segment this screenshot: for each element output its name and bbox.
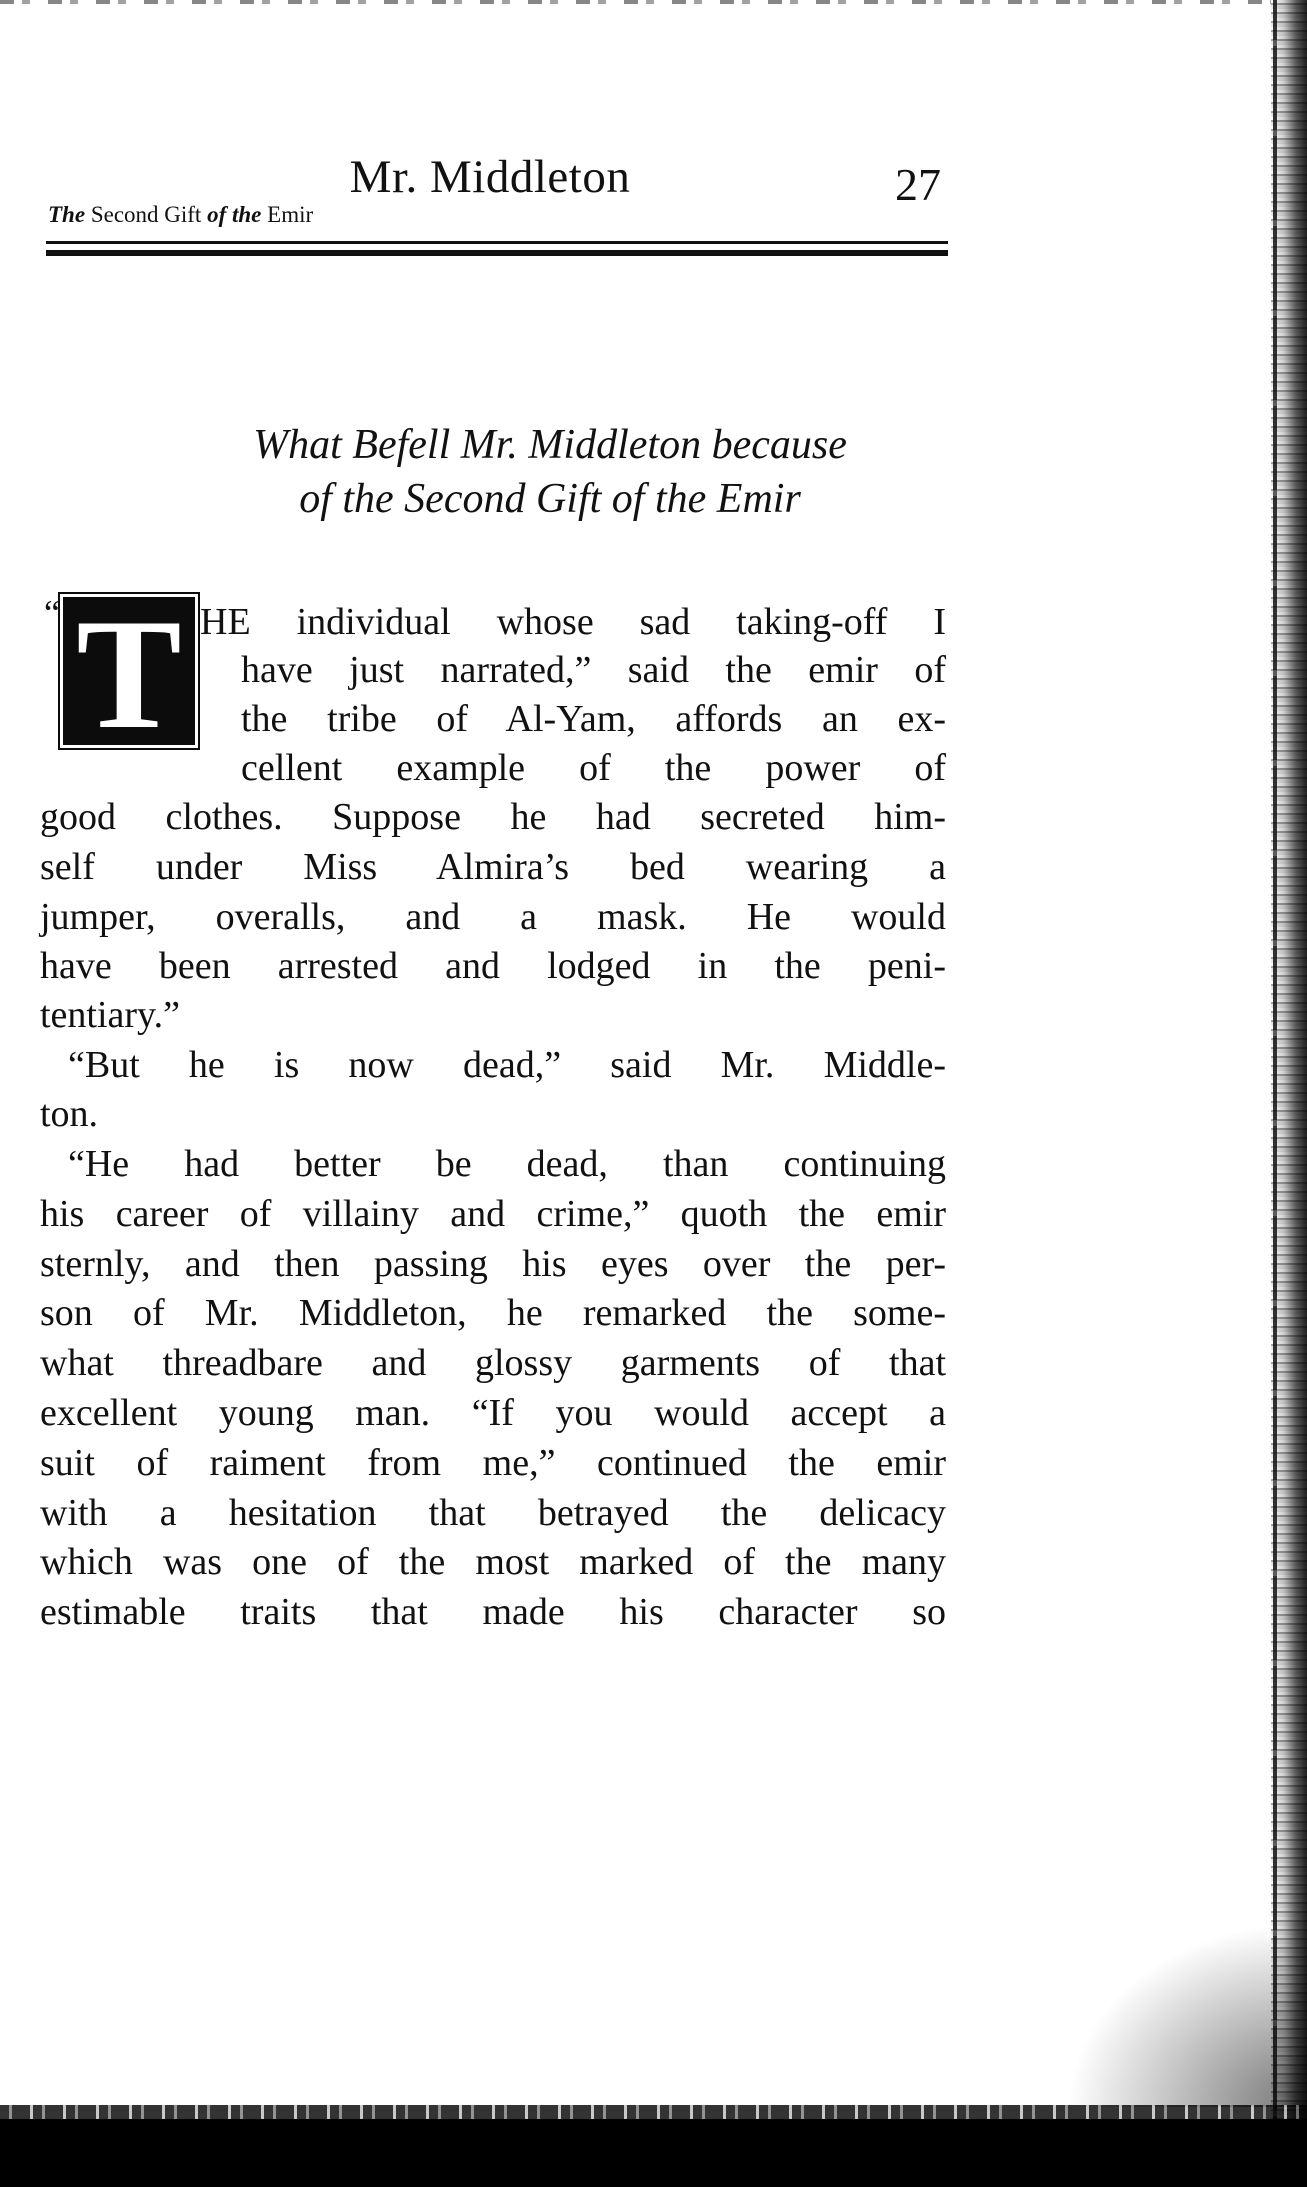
body-line: tentiary.” — [40, 994, 180, 1036]
scan-corner-shadow — [1047, 1907, 1307, 2107]
body-line: what threadbare and glossy garments of that — [40, 1342, 946, 1384]
body-line: jumper, overalls, and a mask. He would — [40, 896, 946, 938]
body-line: “But he is now dead,” said Mr. Middle- — [68, 1044, 946, 1086]
running-subtitle-word: the — [232, 202, 262, 227]
running-subtitle-word: of — [207, 202, 227, 227]
scan-bottom-band — [0, 2119, 1307, 2187]
chapter-heading-line: of the Second Gift of the Emir — [299, 476, 801, 522]
body-line: sternly, and then passing his eyes over the per- — [40, 1243, 946, 1285]
running-title: Mr. Middleton — [349, 151, 631, 203]
body-line: the tribe of Al-Yam, affords an ex- — [241, 698, 946, 740]
running-subtitle-word: The — [48, 202, 86, 227]
running-subtitle-word: Second Gift — [90, 202, 202, 227]
body-line: have just narrated,” said the emir of — [241, 649, 946, 691]
drop-cap-box — [63, 587, 195, 762]
body-line: excellent young man. “If you would accept a — [40, 1392, 946, 1434]
running-subtitle-word: Emir — [267, 202, 314, 227]
header-rule-thin — [46, 241, 948, 244]
body-line: have been arrested and lodged in the peni- — [40, 945, 946, 987]
scan-binding-shadow — [1273, 0, 1277, 2187]
scan-top-edge — [0, 0, 1307, 4]
body-line: his career of villainy and crime,” quoth the emir — [40, 1193, 946, 1235]
body-line: HE individual whose sad taking-off I — [200, 601, 946, 643]
chapter-heading-line: What Befell Mr. Middleton because — [253, 422, 847, 468]
body-line: ton. — [40, 1093, 99, 1135]
body-line: which was one of the most marked of the many — [40, 1541, 946, 1583]
body-line: estimable traits that made his character so — [40, 1591, 946, 1633]
body-line: “He had better be dead, than continuing — [68, 1143, 946, 1185]
drop-cap-letter: T — [76, 587, 182, 762]
drop-cap-quote: “ — [44, 593, 60, 633]
body-line: son of Mr. Middleton, he remarked the some- — [40, 1292, 946, 1334]
running-subtitle — [48, 202, 313, 228]
body-line: cellent example of the power of — [241, 747, 946, 789]
scan-bottom-edge — [0, 2105, 1307, 2119]
page-number: 27 — [895, 159, 941, 210]
header-rule-thick — [46, 250, 948, 256]
body-line: self under Miss Almira’s bed wearing a — [40, 846, 946, 888]
body-line: with a hesitation that betrayed the delicacy — [40, 1492, 946, 1534]
body-line: good clothes. Suppose he had secreted him- — [40, 796, 946, 838]
body-line: suit of raiment from me,” continued the emir — [40, 1442, 946, 1484]
chapter-heading — [150, 418, 950, 526]
